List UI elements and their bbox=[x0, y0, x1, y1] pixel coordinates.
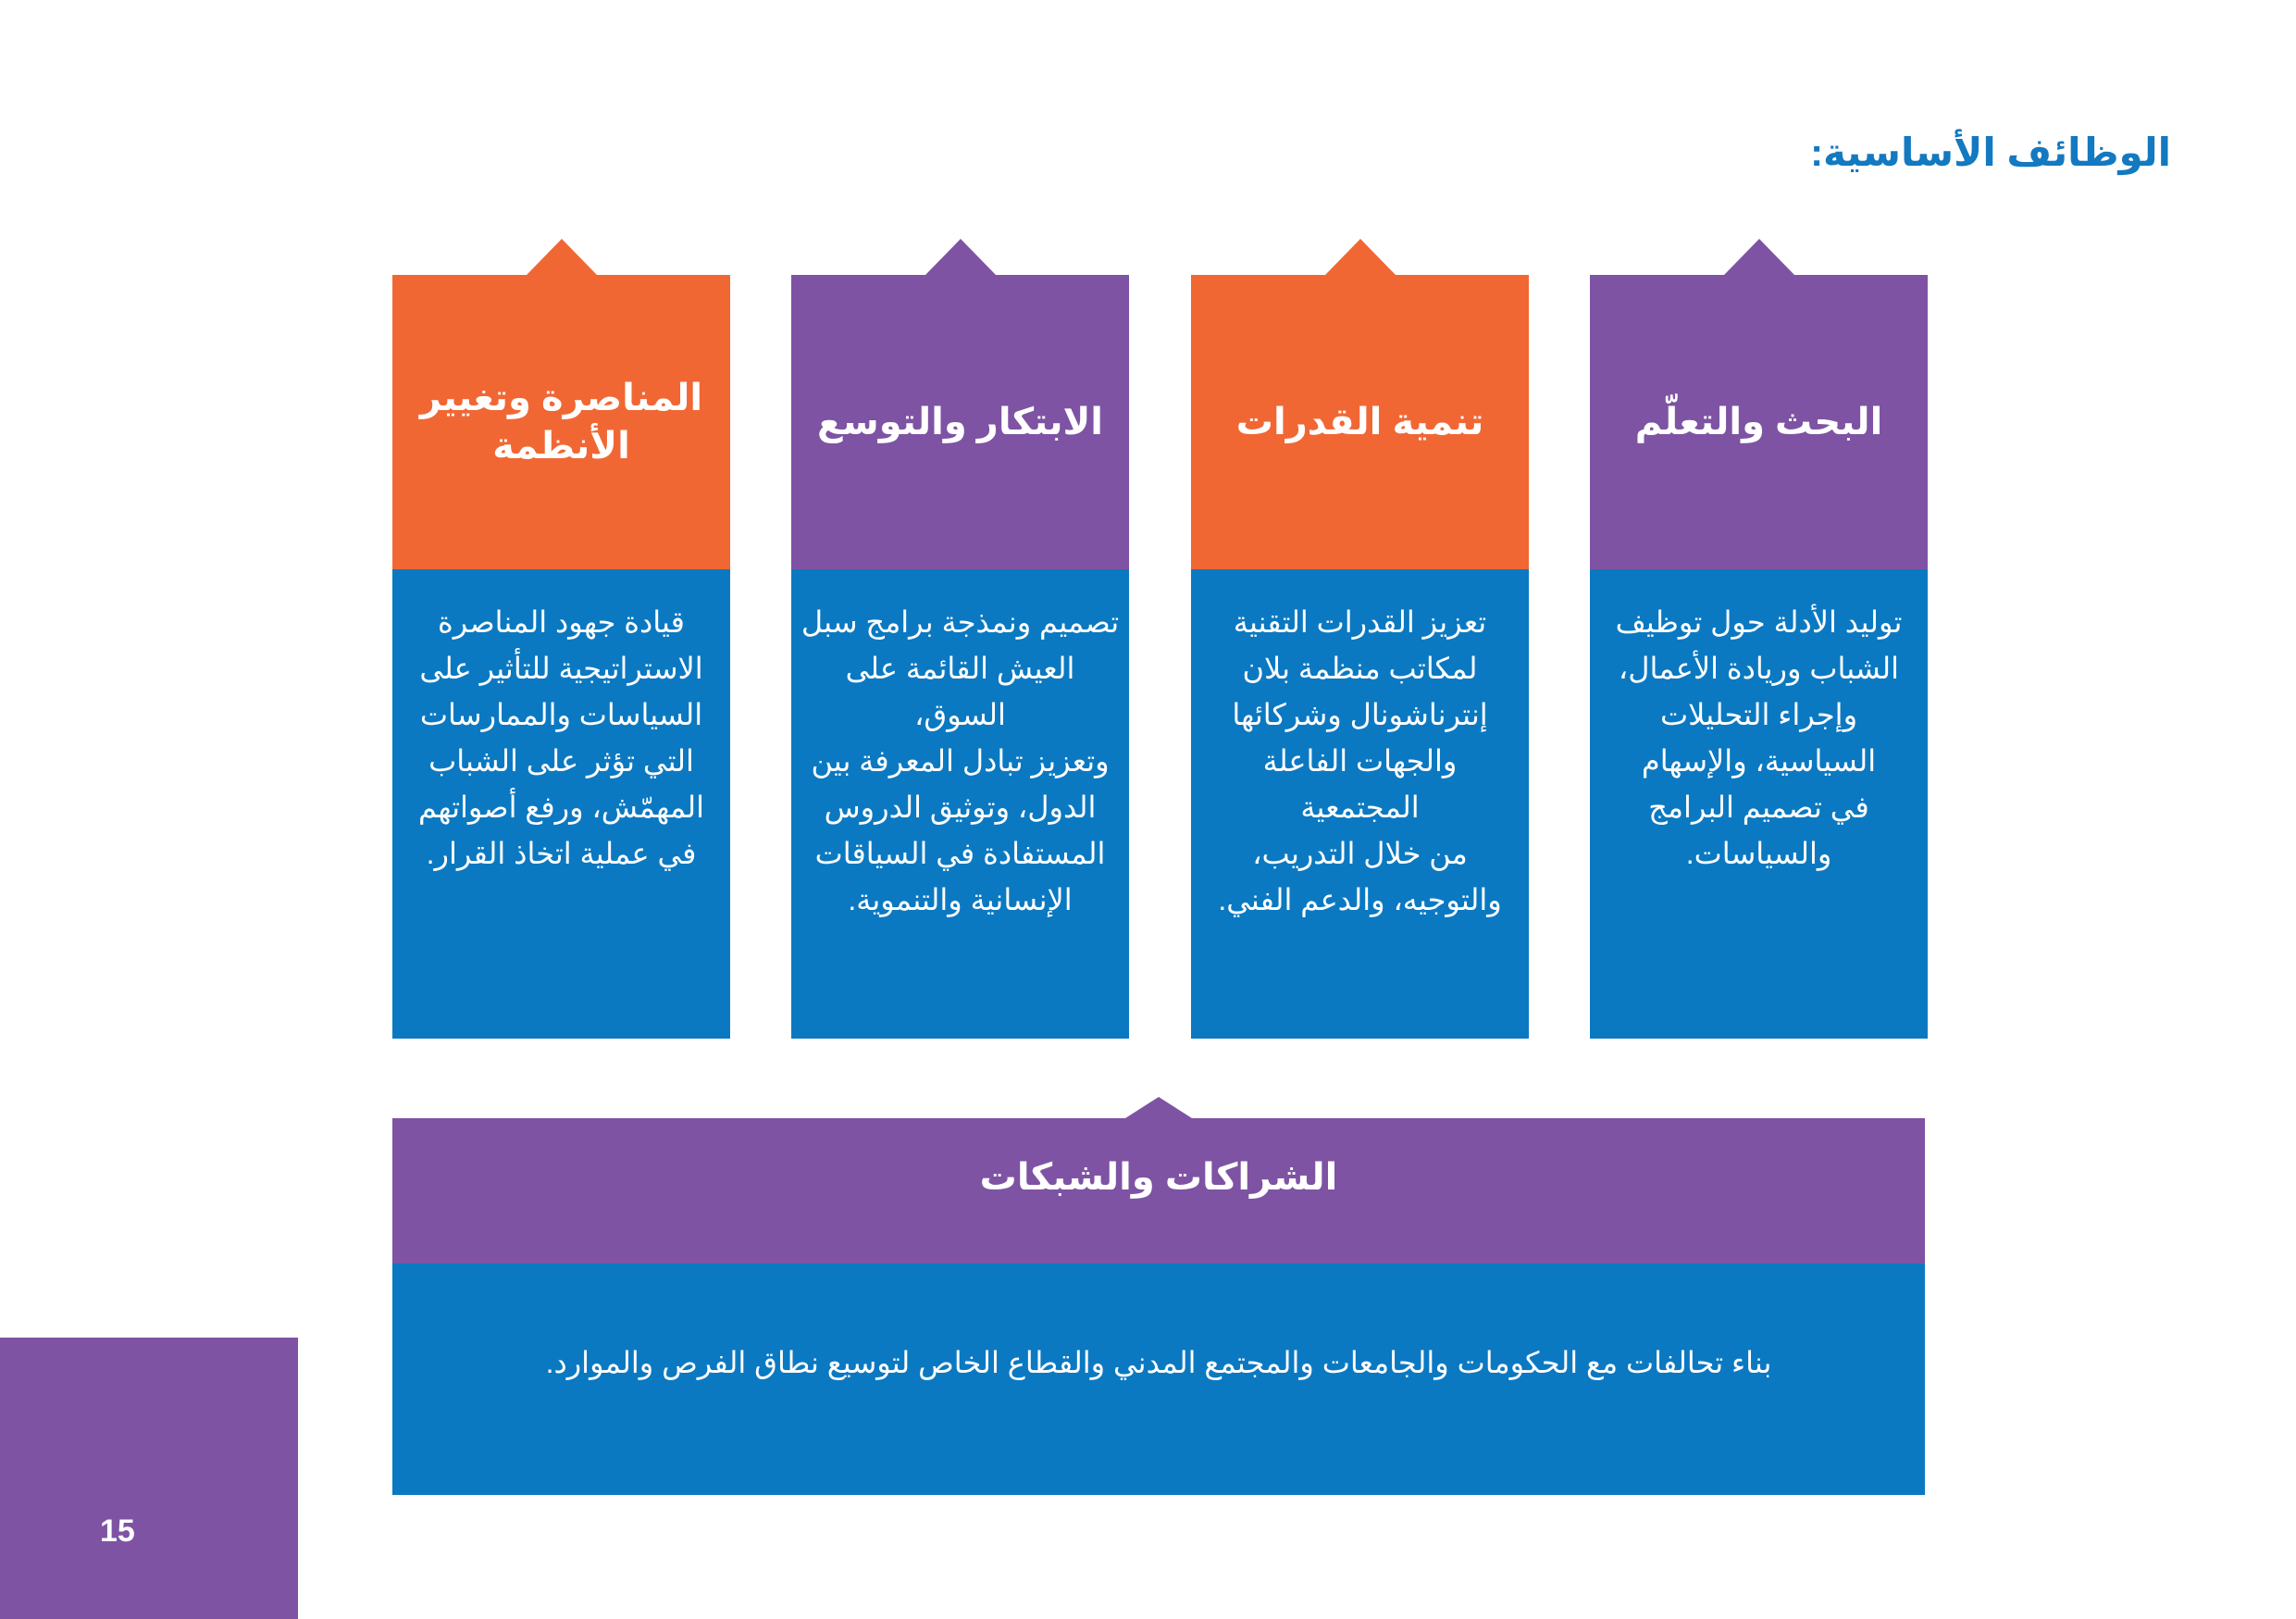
card-line: السياسية، والإسهام bbox=[1641, 744, 1877, 778]
card-line: قيادة جهود المناصرة bbox=[438, 605, 685, 639]
card-line: تعزيز القدرات التقنية bbox=[1233, 605, 1487, 639]
card-line: والتوجيه، والدعم الفني. bbox=[1218, 883, 1502, 916]
card-line: إنترناشونال وشركائها bbox=[1232, 698, 1488, 731]
card-line: التي تؤثر على الشباب bbox=[428, 744, 694, 778]
card-line: في عملية اتخاذ القرار. bbox=[426, 837, 697, 870]
card-heading: المناصرة وتغيير الأنظمة bbox=[392, 275, 730, 569]
card-arrow bbox=[925, 239, 996, 275]
card-heading: الابتكار والتوسع bbox=[791, 275, 1129, 569]
card-body bbox=[392, 569, 730, 1039]
card-line: توليد الأدلة حول توظيف bbox=[1615, 605, 1903, 639]
card-arrow bbox=[1325, 239, 1396, 275]
card-line: من خلال التدريب، bbox=[1252, 837, 1468, 870]
card-line: تصميم ونمذجة برامج سبل bbox=[800, 605, 1120, 639]
card-arrow bbox=[1724, 239, 1794, 275]
card-body bbox=[1590, 569, 1928, 1039]
card-line: والسياسات. bbox=[1685, 837, 1832, 870]
card-arrow bbox=[1125, 1097, 1192, 1118]
card-research-learning bbox=[1590, 275, 1928, 1039]
card-line: العيش القائمة على السوق، bbox=[845, 652, 1075, 731]
card-line: الدول، وتوثيق الدروس bbox=[824, 791, 1097, 824]
card-line: في تصميم البرامج bbox=[1648, 791, 1869, 824]
card-body bbox=[1191, 569, 1529, 1039]
card-body bbox=[791, 569, 1129, 1039]
card-line: الشباب وريادة الأعمال، bbox=[1618, 652, 1900, 685]
card-line: المهمّش، ورفع أصواتهم bbox=[418, 791, 704, 824]
card-heading: البحث والتعلّم bbox=[1590, 275, 1928, 569]
page-number-block bbox=[0, 1338, 298, 1619]
card-innovation-scaling bbox=[791, 275, 1129, 1039]
card-advocacy-systems bbox=[392, 275, 730, 1039]
card-arrow bbox=[527, 239, 597, 275]
card-line: الإنسانية والتنموية. bbox=[848, 883, 1073, 916]
card-line: لمكاتب منظمة بلان bbox=[1242, 652, 1478, 685]
card-heading: تنمية القدرات bbox=[1191, 275, 1529, 569]
card-line: المستفادة في السياقات bbox=[814, 837, 1106, 870]
card-body: بناء تحالفات مع الحكومات والجامعات والمجتمع المدني والقطاع الخاص لتوسيع نطاق الفرص والموارد. bbox=[392, 1264, 1925, 1495]
card-heading: الشراكات والشبكات bbox=[392, 1118, 1925, 1264]
card-line: السياسات والممارسات bbox=[419, 698, 703, 731]
page-number: 15 bbox=[100, 1513, 135, 1549]
page-title: الوظائف الأساسية: bbox=[1810, 131, 2171, 174]
card-line: الاستراتيجية للتأثير على bbox=[419, 652, 703, 685]
card-partnerships bbox=[392, 1118, 1925, 1495]
card-line: وإجراء التحليلات bbox=[1659, 698, 1858, 731]
card-capacity-building bbox=[1191, 275, 1529, 1039]
card-line: والجهات الفاعلة المجتمعية bbox=[1262, 744, 1458, 824]
card-line: وتعزيز تبادل المعرفة بين bbox=[811, 744, 1110, 778]
